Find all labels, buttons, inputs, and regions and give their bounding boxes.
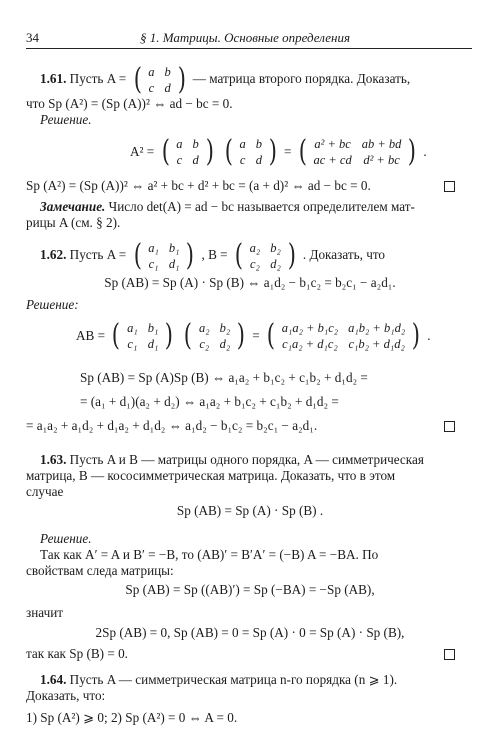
problem-163-line-3: случае: [26, 484, 64, 499]
running-header: § 1. Матрицы. Основные определения: [140, 30, 350, 45]
solution-label: Решение:: [26, 297, 79, 312]
trace-equation: Sp (AB) = Sp ((AB)′) = Sp (−BA) = −Sp (AB),: [125, 582, 375, 597]
ab-product-eq: AB = ( a₁ b₁ c₁ d₁ ) ( a₂ b₂ c₂ d₂ ) = ( a₁a₂ + b₁c₂ a₁b₂ + b₁d₂ c₁a₂ + d₁c₂ c₁b₂ + d₁d₂ ) .: [76, 318, 431, 353]
matrix-a: ( a₁ b₁ c₁ d₁ ): [133, 238, 195, 273]
qed-mark: [444, 649, 455, 660]
chain-line-1: Sp (AB) = Sp (A)Sp (B) ⇔ a₁a₂ + b₁c₂ + c₁b₂ + d₁d₂ =: [80, 370, 368, 385]
page-number: 34: [26, 30, 39, 45]
problem-number: 1.62.: [40, 247, 67, 263]
result-equation: 2Sp (AB) = 0, Sp (AB) = 0 = Sp (A) · 0 = Sp (A) · Sp (B),: [95, 625, 405, 640]
problem-number: 1.64.: [40, 672, 67, 687]
problem-162-statement: 1.62. Пусть A = ( a₁ b₁ c₁ d₁ ) , B = ( a₂ b₂ c₂ d₂ ) . Доказать, что: [40, 238, 386, 273]
matrix-right: ( a b c d ): [224, 134, 277, 169]
text: — матрица второго порядка. Доказать,: [192, 71, 411, 87]
problem-161-claim: что Sp (A²) = (Sp (A))² ⇔ ad − bc = 0.: [26, 96, 233, 111]
qed-mark: [444, 421, 455, 432]
chain-line-2: = (a₁ + d₁)(a₂ + d₂) ⇔ a₁a₂ + b₁c₂ + c₁b₂ + d₁d₂ =: [80, 394, 339, 409]
problem-164-line-3: 1) Sp (A²) ⩾ 0; 2) Sp (A²) = 0 ⇔ A = 0.: [26, 710, 238, 725]
matrix-product-eq: A² = ( a b c d ) ( a b c d ) = ( a² + bc ab + bd ac + cd d² + bc ) .: [130, 134, 427, 169]
equivalence-chain: Sp (A²) = (Sp (A))² ⇔ a² + bc + d² + bc = (a + d)² ⇔ ad − bc = 0.: [26, 178, 371, 193]
problem-161-statement: [40, 64, 410, 96]
problem-164-line-1: 1.64. Пусть A — симметрическая матрица n-го порядка (n ⩾ 1).: [40, 672, 398, 687]
problem-163-line-2: матрица, B — кососимметрическая матрица. Доказать, что в этом: [26, 468, 396, 483]
solution-text-4: так как Sp (B) = 0.: [26, 646, 128, 661]
solution-label: Решение.: [40, 531, 92, 546]
solution-text-1: Так как A′ = A и B′ = −B, то (AB)′ = B′A′ = (−B) A = −BA. По: [40, 547, 379, 562]
solution-label: Решение.: [40, 112, 92, 127]
problem-163-claim: Sp (AB) = Sp (A) · Sp (B) .: [176, 503, 324, 518]
remark: Замечание. Число det(A) = ad − bc называется определителем мат-: [40, 199, 415, 214]
text: Пусть A =: [69, 71, 127, 87]
qed-mark: [444, 181, 455, 192]
matrix-left: ( a b c d ): [161, 134, 214, 169]
problem-163-line-1: 1.63. Пусть A и B — матрицы одного порядка, A — симметрическая: [40, 452, 424, 467]
solution-text-2: свойствам следа матрицы:: [26, 563, 174, 578]
problem-162-claim: Sp (AB) = Sp (A) · Sp (B) ⇔ a₁d₂ − b₁c₂ = b₂c₁ − a₂d₁.: [104, 275, 396, 290]
solution-text-3: значит: [26, 605, 64, 620]
header-rule: [26, 48, 472, 49]
problem-number: 1.61.: [40, 71, 67, 87]
matrix-left: ( a₁ b₁ c₁ d₁ ): [112, 318, 174, 353]
problem-number: 1.63.: [40, 452, 67, 467]
remark-cont: рицы A (см. § 2).: [26, 215, 121, 230]
matrix-right: ( a₂ b₂ c₂ d₂ ): [184, 318, 246, 353]
matrix-result: ( a² + bc ab + bd ac + cd d² + bc ): [298, 134, 417, 169]
matrix-a: ( a b c d ): [133, 62, 186, 97]
problem-164-line-2: Доказать, что:: [26, 688, 106, 703]
matrix-b: ( a₂ b₂ c₂ d₂ ): [234, 238, 296, 273]
chain-line-3: = a₁a₂ + a₁d₂ + d₁a₂ + d₁d₂ ⇔ a₁d₂ − b₁c₂ = b₂c₁ − a₂d₁.: [26, 418, 318, 433]
matrix-result: ( a₁a₂ + b₁c₂ a₁b₂ + b₁d₂ c₁a₂ + d₁c₂ c₁b₂ + d₁d₂ ): [266, 318, 421, 353]
